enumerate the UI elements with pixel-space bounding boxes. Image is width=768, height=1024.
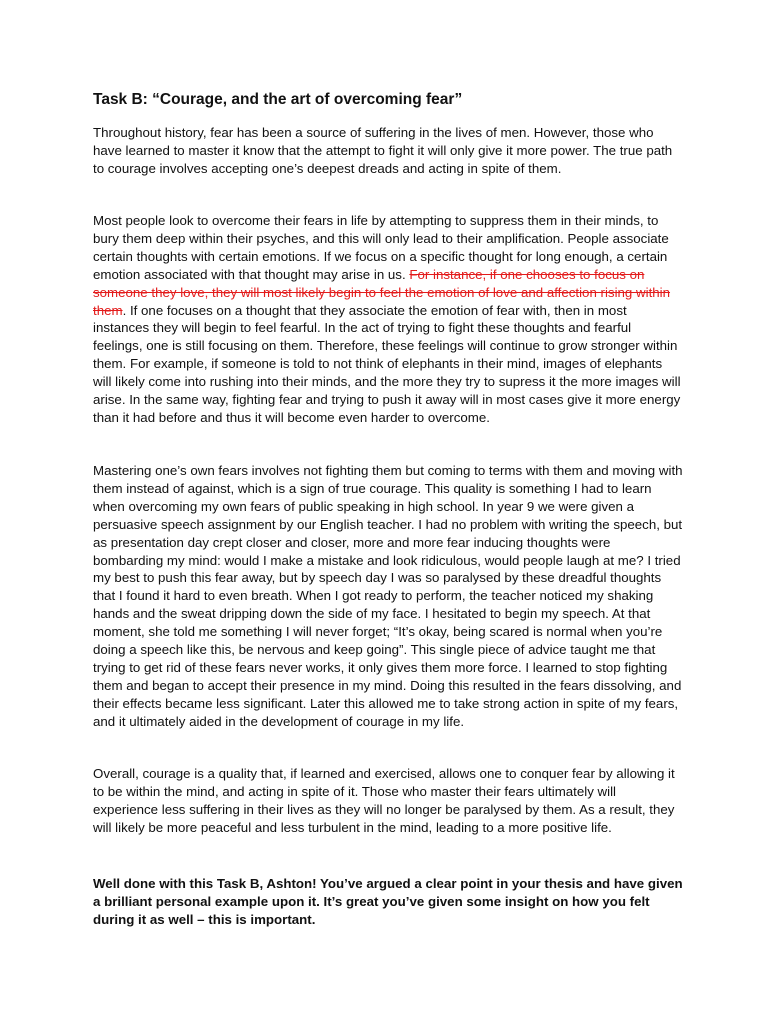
paragraph-conclusion: Overall, courage is a quality that, if learned and exercised, allows one to conquer fear by allowing it to be within the mind, and acting in spite of it. Those who master their fears ultimately will experience less suffering in their lives as they will no longer be paralysed by them. As a result, they will likely be more peaceful and less turbulent in the mind, leading to a more positive life. [93, 766, 675, 835]
struck-through-text: For instance, if one chooses to focus on someone they love, they will most likely begin to feel the emotion of love and affection rising within them [93, 266, 671, 318]
paragraph-text: . If one focuses on a thought that they associate the emotion of fear with, then in most instances they will begin to feel fearful. In the act of trying to fight these thoughts and fearful feelings, one is still focusing on them. Therefore, these feelings will continue to grow stronger within them. For example, if someone is told to not think of elephants in their mind, images of elephants will likely come into rushing into their minds, and the more they try to supress it the more images will arise. In the same way, fighting fear and trying to push it away will in most cases give it more energy than it had before and thus it will become even harder to overcome. [93, 302, 681, 425]
teacher-feedback: Well done with this Task B, Ashton! You’ve argued a clear point in your thesis and have given a brilliant personal example upon it. It’s great you’ve given some insight on how you felt during it as well – this is important. [93, 876, 683, 927]
paragraph-intro: Throughout history, fear has been a source of suffering in the lives of men. However, those who have learned to master it know that the attempt to fight it will only give it more power. The true path to courage involves accepting one’s deepest dreads and acting in spite of them. [93, 125, 673, 176]
paragraph-text: Most people look to overcome their fears in life by attempting to suppress them in their minds, to bury them deep within their psyches, and this will only lead to their amplification. People associate certain thoughts with certain emotions. If we focus on a specific thought for long enough, a certain emotion associated with that thought may arise in us. [93, 213, 669, 282]
paragraph-suppression [93, 212, 683, 427]
paragraph-personal-example: Mastering one’s own fears involves not fighting them but coming to terms with them and moving with them instead of against, which is a sign of true courage. This quality is something I had to learn when overcoming my own fears of public speaking in high school. In year 9 we were given a persuasive speech assignment by our English teacher. I had no problem with writing the speech, but as presentation day crept closer and closer, more and more fear inducing thoughts were bombarding my mind: would I make a mistake and look ridiculous, would people laugh at me? I tried my best to push this fear away, but by speech day I was so paralysed by these dreadful thoughts that I found it hard to even breath. When I got ready to perform, the teacher noticed my shaking hands and the sweat dripping down the side of my face. I hesitated to begin my speech. At that moment, she told me something I will never forget; “It’s okay, being scared is normal when you’re doing a speech like this, be nervous and keep going”. This single piece of advice taught me that trying to get rid of these fears never works, it only gives them more force. I learned to stop fighting them and began to accept their presence in my mind. Doing this resulted in the fears dissolving, and their effects became less significant. Later this allowed me to take strong action in spite of my fears, and it ultimately aided in the development of courage in my life. [93, 463, 683, 729]
document-title: Task B: “Courage, and the art of overcoming fear” [93, 91, 463, 108]
